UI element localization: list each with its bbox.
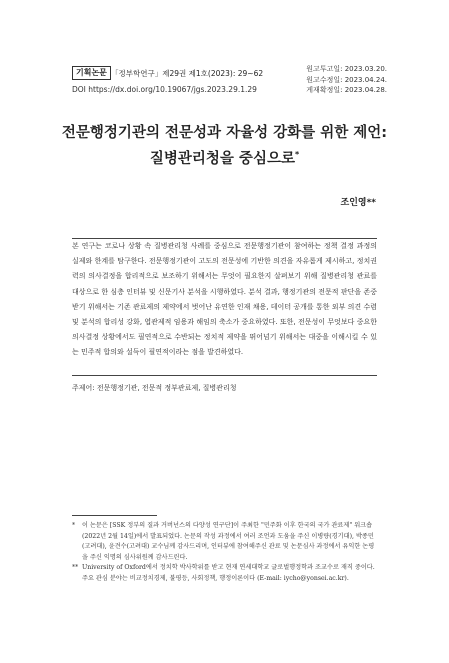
abstract-text: 본 연구는 코로나 상황 속 질병관리청 사례를 중심으로 전문행정기관이 참여하는 정책 결정 과정의 실제와 한계를 탐구한다. 전문행정기관이 고도의 전문성에 기반한 의견을 자유롭게 제시하고, 정치권력의 의사결정을 합리적으로 보조하기 위해서는 무엇이 필요한지 살펴보기 위해 질병관리청 관료를 대상으로 한 심층 인터뷰 및 신문기사 분석을 시행하였다. 분석 결과, 행정기관의 전문적 판단을 존중받기 위해서는 기존 관료제의 제약에서 벗어난 유연한 인재 채용, 데이터 공개를 통한 외부 의견 수렴 및 분석의 합리성 강화, 엽관제적 임용과 해임의 축소가 중요하였다. 또한, 전문성이 무엇보다 중요한 의사결정 상황에서도 필연적으로 수반되는 정치적 제약을 뛰어넘기 위해서는 대중을 이해시킬 수 있는 민주적 합의와 설득이 필연적이라는 점을 발견하였다. (72, 242, 377, 357)
date-submitted: 원고투고일: 2023.03.20. (306, 65, 387, 73)
footnote-mark: * (72, 522, 76, 529)
footnote-author-bio (72, 563, 377, 584)
title-footnote-marker: * (294, 150, 300, 159)
article-type-tag: 기획논문 (72, 66, 111, 80)
doi-link[interactable]: DOI https://dx.doi.org/10.19067/jgs.2023.29.1.29 (72, 85, 257, 94)
footnotes (72, 521, 377, 585)
journal-citation: 「정부학연구」제29권 제1호(2023): 29~62 (111, 69, 264, 78)
manuscript-dates (306, 64, 387, 96)
paper-title (0, 122, 449, 170)
date-accepted: 게재확정일: 2023.04.28. (306, 86, 387, 94)
footnote-text: University of Oxford에서 정치학 박사학위를 받고 현재 연세대학교 글로벌행정학과 조교수로 재직 중이다. 주요 관심 분야는 비교정치경제, 불평등, 사회정책, 행정이론이다 (E-mail: iycho@yonsei.ac.kr). (82, 564, 375, 582)
title-line-2-text: 질병관리청을 중심으로 (149, 150, 295, 167)
abstract-bottom-rule (72, 375, 377, 376)
footnote-text: 이 논문은 [SSK 정부의 질과 거버넌스의 다양성 연구단]이 주최한 "민주화 이후 한국의 국가 관료제" 워크숍(2022년 2월 14일)에서 발표되었다. 논문의 작성 과정에서 여러 조언과 도움을 주신 이병량(경기대), 박종민(고려대), 윤견수(고려대) 교수님께 감사드리며, 인터뷰에 참여해주신 관료 및 논문심사 과정에서 유익한 논평을 주신 익명의 심사위원께 감사드린다. (82, 522, 375, 561)
author-name: 조인영** (340, 198, 376, 208)
title-line-1: 전문행정기관의 전문성과 자율성 강화를 위한 제언: (61, 125, 388, 141)
footnote-acknowledgement (72, 521, 377, 563)
title-line-2 (0, 144, 449, 170)
footnote-divider (72, 515, 157, 516)
date-revised: 원고수정일: 2023.04.24. (306, 75, 387, 84)
footnote-mark: ** (72, 564, 79, 572)
keywords: 주제어: 전문행정기관, 전문적 정부관료제, 질병관리청 (72, 384, 237, 392)
